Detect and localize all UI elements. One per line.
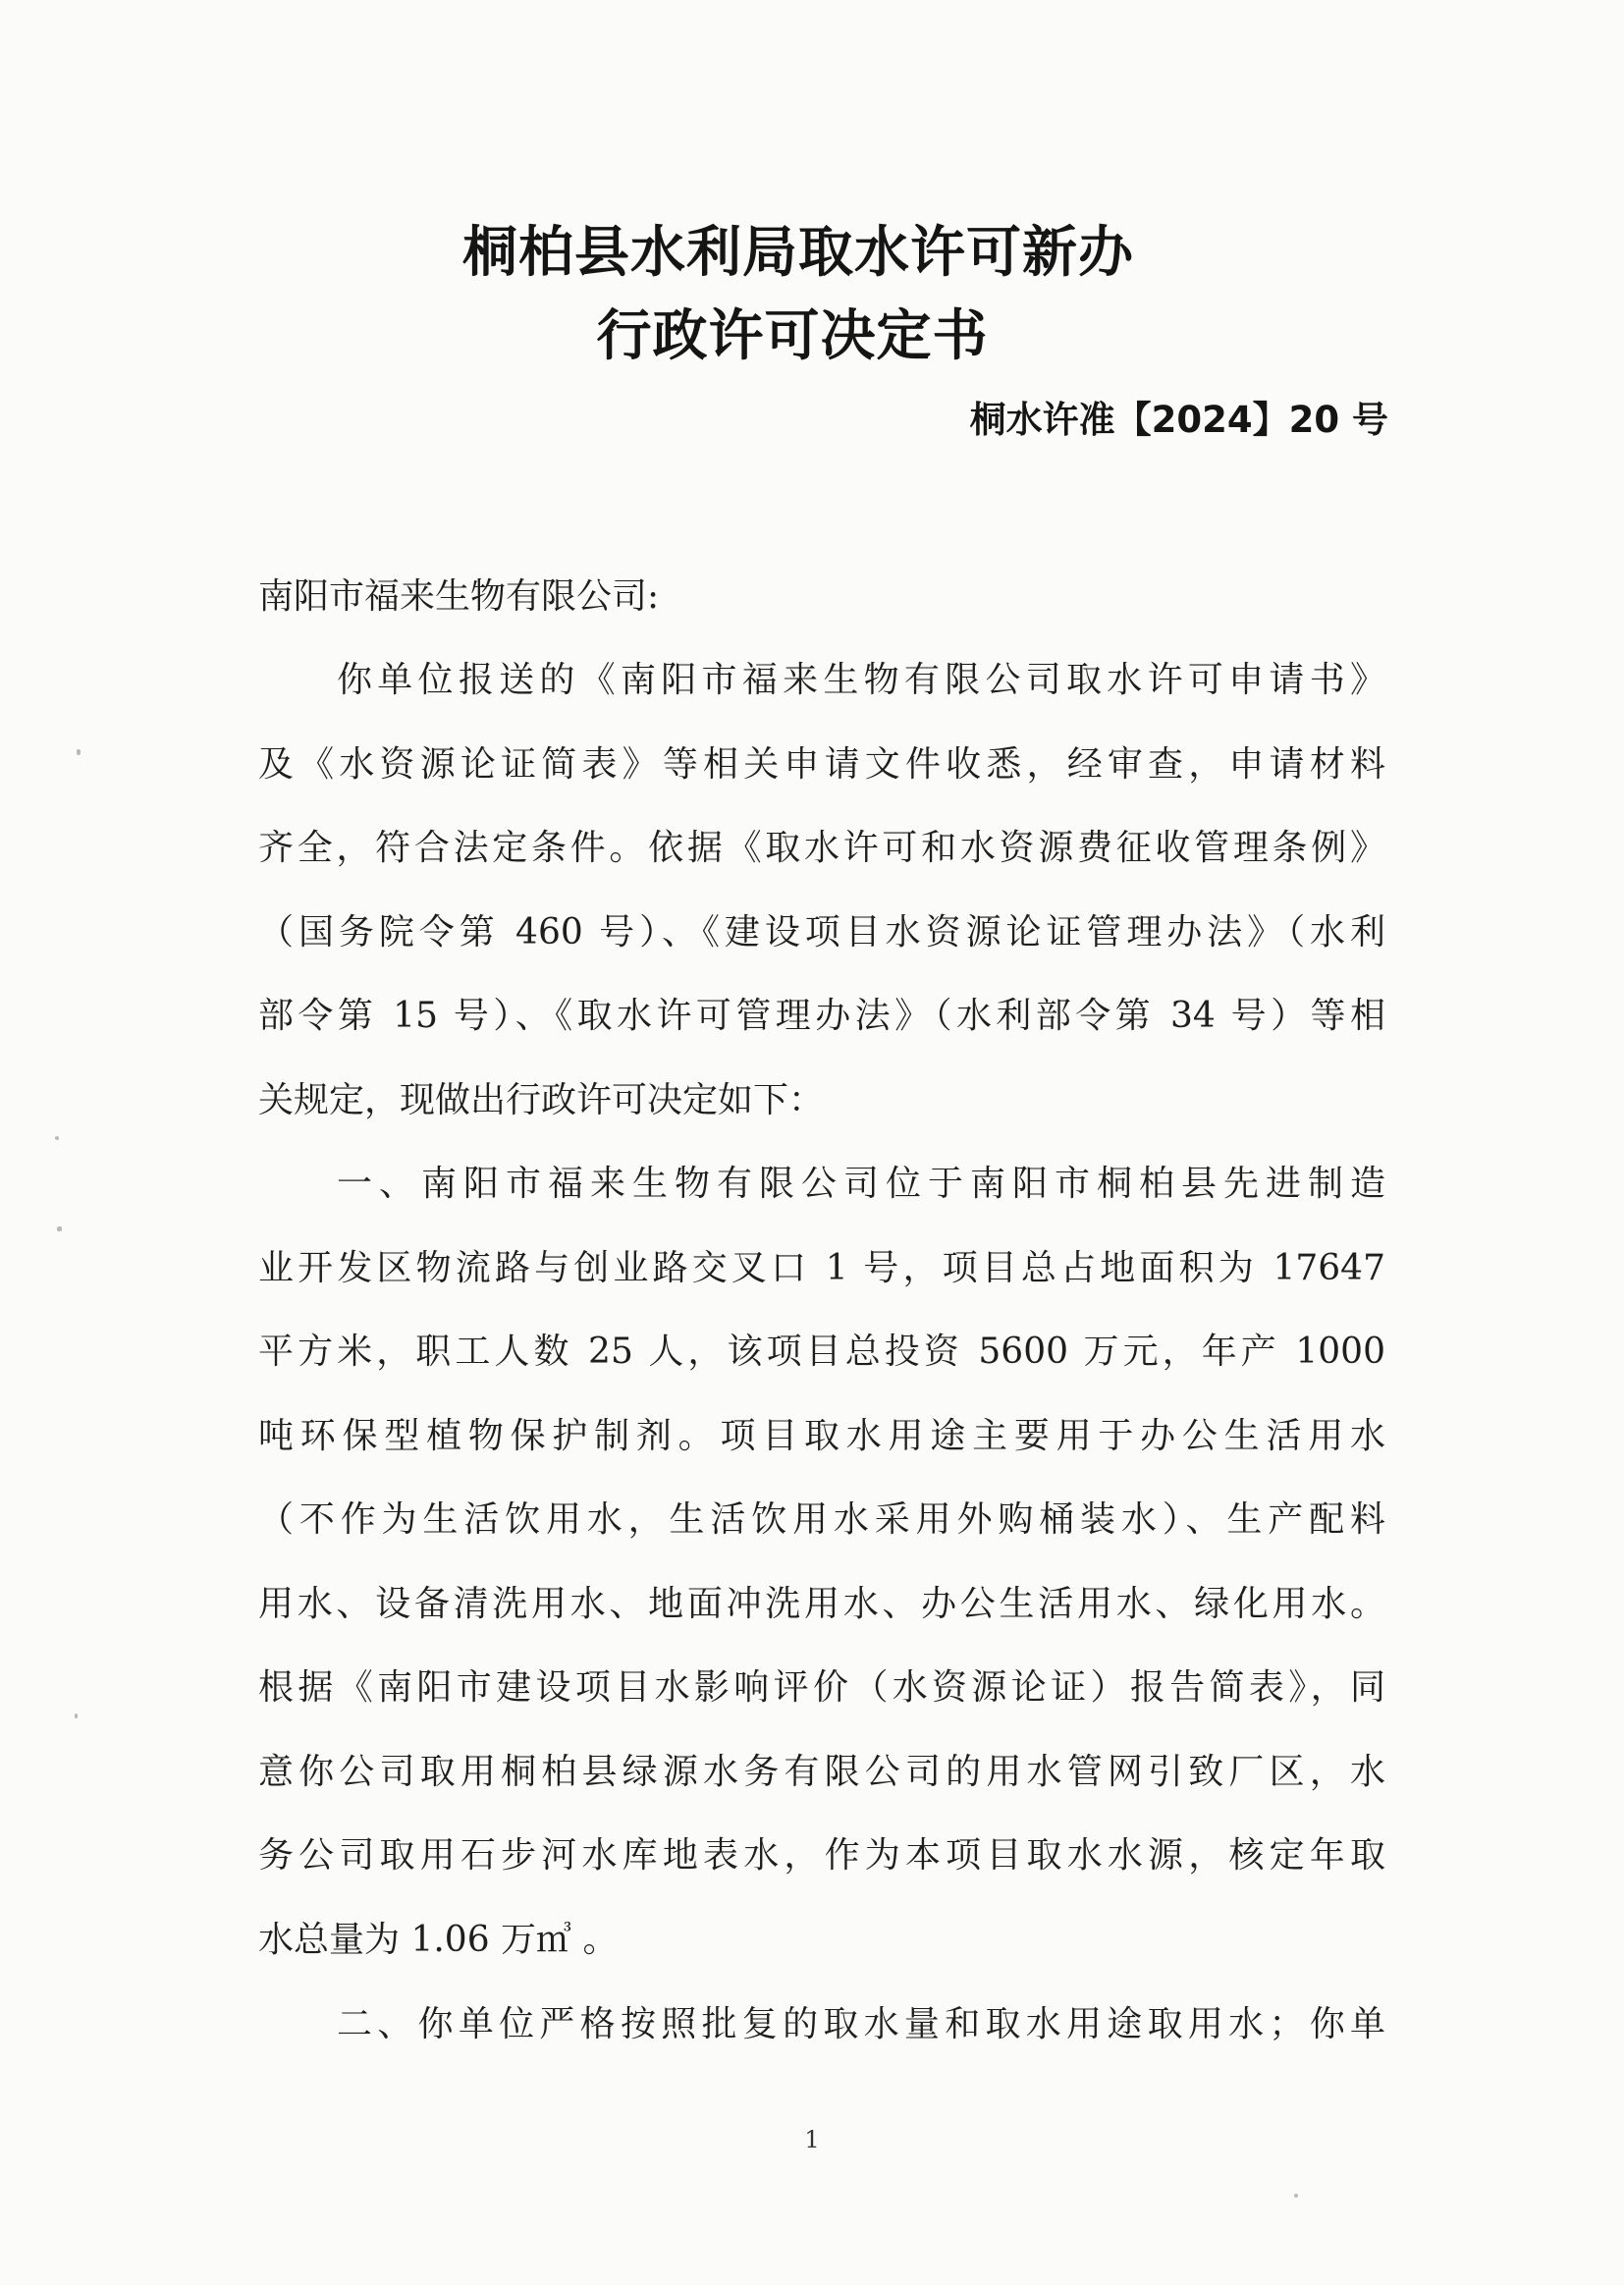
page-number: 1 bbox=[804, 2126, 820, 2153]
body-line: 一、南阳市福来生物有限公司位于南阳市桐柏县先进制造 bbox=[337, 1164, 1385, 1204]
body-line: 你单位报送的《南阳市福来生物有限公司取水许可申请书》 bbox=[337, 660, 1385, 700]
body-line: 部令第 15 号）、《取水许可管理办法》（水利部令第 34 号）等相 bbox=[258, 996, 1385, 1036]
body-line: 根据《南阳市建设项目水影响评价（水资源论证）报告简表》，同 bbox=[258, 1667, 1385, 1708]
body-line: 意你公司取用桐柏县绿源水务有限公司的用水管网引致厂区，水 bbox=[258, 1752, 1385, 1792]
body-line: 水总量为 1.06 万㎥ 。 bbox=[258, 1920, 619, 1960]
scan-speck bbox=[77, 749, 81, 755]
scan-speck bbox=[55, 1136, 59, 1140]
scan-speck bbox=[75, 1714, 78, 1718]
body-line: 业开发区物流路与创业路交叉口 1 号，项目总占地面积为 17647 bbox=[258, 1248, 1385, 1288]
body-line: 用水、设备清洗用水、地面冲洗用水、办公生活用水、绿化用水。 bbox=[258, 1584, 1385, 1624]
addressee: 南阳市福来生物有限公司: bbox=[258, 576, 660, 617]
document-title-line-2: 行政许可决定书 bbox=[596, 304, 989, 368]
body-line: 务公司取用石步河水库地表水，作为本项目取水水源，核定年取 bbox=[258, 1835, 1385, 1876]
body-line: 及《水资源论证简表》等相关申请文件收悉，经审查，申请材料 bbox=[258, 744, 1385, 785]
body-line: 二、你单位严格按照批复的取水量和取水用途取用水；你单 bbox=[337, 2004, 1385, 2044]
body-line: （国务院令第 460 号）、《建设项目水资源论证管理办法》（水利 bbox=[258, 912, 1385, 952]
scan-speck bbox=[1294, 2194, 1298, 2198]
body-line: 平方米，职工人数 25 人，该项目总投资 5600 万元，年产 1000 bbox=[258, 1332, 1385, 1372]
document-number: 桐水许准【2024】20 号 bbox=[969, 399, 1388, 441]
scan-speck bbox=[57, 1226, 62, 1231]
document-title-line-1: 桐柏县水利局取水许可新办 bbox=[462, 221, 1134, 285]
body-line: 齐全，符合法定条件。依据《取水许可和水资源费征收管理条例》 bbox=[258, 828, 1385, 868]
body-line: 吨环保型植物保护制剂。项目取水用途主要用于办公生活用水 bbox=[258, 1416, 1385, 1456]
body-line: （不作为生活饮用水，生活饮用水采用外购桶装水）、生产配料 bbox=[258, 1499, 1385, 1540]
body-line: 关规定，现做出行政许可决定如下： bbox=[258, 1080, 825, 1120]
